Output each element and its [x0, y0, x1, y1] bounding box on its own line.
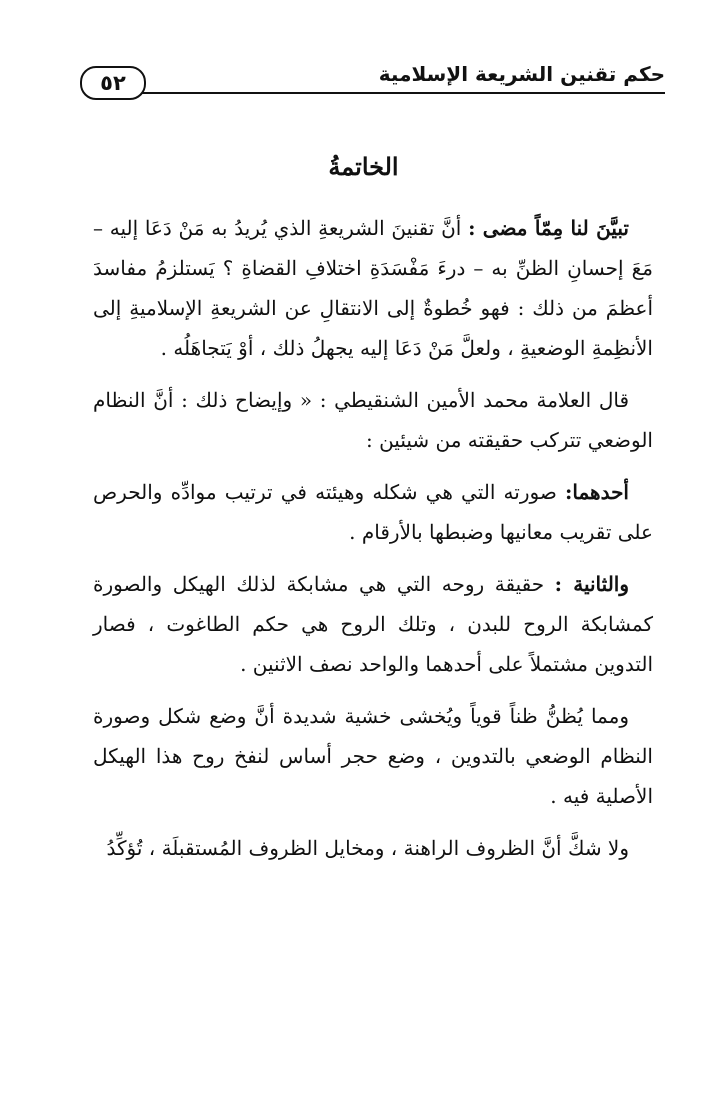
paragraph-6	[93, 828, 653, 868]
paragraph-2	[93, 380, 653, 460]
running-header	[80, 58, 665, 98]
paragraph-text: ولا شكَّ أنَّ الظروف الراهنة ، ومخايل الظروف المُستقبلَة ، تُؤكِّدُ	[106, 836, 629, 860]
page-number: ٥٢	[80, 66, 146, 100]
paragraph-lead: والثانية :	[554, 572, 629, 596]
paragraph-lead: أحدهما:	[564, 480, 629, 504]
paragraph-1	[93, 208, 653, 368]
paragraph-text: قال العلامة محمد الأمين الشنقيطي : « وإيضاح ذلك : أنَّ النظام الوضعي تتركب حقيقته من شيئين :	[93, 388, 653, 452]
header-rule	[140, 92, 665, 94]
paragraph-text: أنَّ تقنينَ الشريعةِ الذي يُريدُ به مَنْ دَعَا إليه – مَعَ إحسانِ الظنِّ به – درءَ مَفْسَدَةِ اختلافِ القضاةِ ؟ يَستلزمُ مفاسدَ أعظمَ من ذلك : فهو خُطوةٌ إلى الانتقالِ عن الشريعةِ الإسلاميةِ إلى الأنظِمةِ الوضعيةِ ، ولعلَّ مَنْ دَعَا إليه يجهلُ ذلك ، أوْ يَتجاهَلُه .	[93, 216, 653, 360]
paragraph-text: ومما يُظنُّ ظناً قوياً ويُخشى خشية شديدة أنَّ وضع شكل وصورة النظام الوضعي بالتدوين ، وضع حجر أساس لنفخ روح هذا الهيكل الأصلية فيه .	[93, 704, 653, 808]
body-text	[93, 208, 653, 880]
section-title: الخاتمةُ	[328, 152, 399, 181]
paragraph-text: صورته التي هي شكله وهيئته في ترتيب موادِّه والحرص على تقريب معانيها وضبطها بالأرقام .	[93, 480, 653, 544]
paragraph-lead: تبيَّنَ لنا مِمّاً مضى :	[468, 216, 629, 240]
paragraph-3	[93, 472, 653, 552]
paragraph-text: حقيقة روحه التي هي مشابكة لذلك الهيكل والصورة كمشابكة الروح للبدن ، وتلك الروح هي حكم الطاغوت ، فصار التدوين مشتملاً على أحدهما والواحد نصف الاثنين .	[93, 572, 653, 676]
paragraph-5	[93, 696, 653, 816]
running-title: حكم تقنين الشريعة الإسلامية	[378, 62, 665, 86]
paragraph-4	[93, 564, 653, 684]
